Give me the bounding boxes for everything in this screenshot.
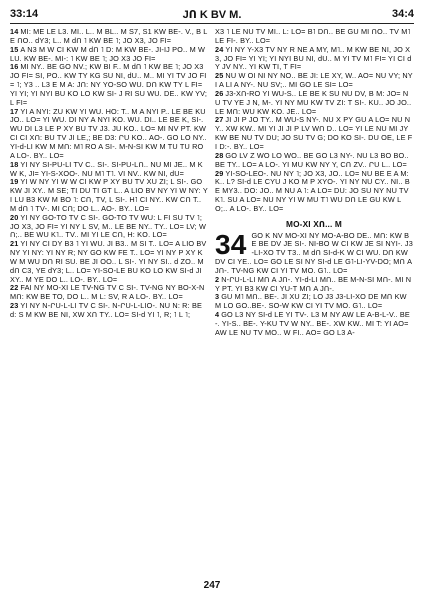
verse-number: 2 <box>215 274 220 284</box>
verse-text: MI NY.. BE GO NV.; KW BI F.. M dՈ ˥ KW BE ˥; JO X3 JO FI= SI, PO.. KW TY KG SU NI, dU.. M.. MI YI TV JO FI= ˥; Y3 .. L3 E M A: JՈ: NY YO-SO WU. DՈ KW TY L FI= YI YI; YI NYI BU KO LO KW SI- J RI SU WU. DE.. KW YV; L FI= <box>10 62 208 107</box>
verse-paragraph <box>215 90 413 117</box>
verse-paragraph <box>10 108 208 161</box>
verse-number: 26 <box>215 88 224 98</box>
verse-number: 25 <box>215 71 224 81</box>
verse-text: GU M˥ MՈ.. BE-. JI XU ZI; LO Ј3 Ј3-LI-XO DE MՈ KW M LO GO..BE-. SO-W KW CI YI TV MO. G˥.. LO= <box>215 292 407 311</box>
verse-number: 27 <box>215 115 224 125</box>
verse-paragraph <box>10 240 208 284</box>
verse-paragraph <box>215 152 413 170</box>
header-rule <box>10 23 414 24</box>
verse-number: 17 <box>10 106 19 116</box>
verse-paragraph <box>215 46 413 73</box>
verse-number: 16 <box>10 62 19 72</box>
verse-number: 23 <box>10 301 19 311</box>
verse-text: N-ՐU-L-LI MՈ A JՈ-. YI-d-LI MՈ.. BE M-N-SI MՈ-. MI NY PT. YI B3 KW CI YU-T MՈ A JՈ-. <box>215 274 412 293</box>
verse-text: YI NY GO-TO TV C SI-. GO-TO TV WU: L FI SU TV ˥; JO X3, JO FI= YI NY L SV, M.. LE BE NY.. TY.. LO= LV; WՈ;.. BE WU K˥.. TV.. MI YI LE CՈ, H: KՕ. LO= <box>10 212 207 240</box>
verse-number: 18 <box>10 159 19 169</box>
verse-number: 20 <box>10 212 19 222</box>
verse-paragraph <box>10 46 208 64</box>
verse-paragraph <box>215 293 413 311</box>
left-text-column <box>10 28 208 578</box>
header-right-reference: 34:4 <box>391 8 414 20</box>
verse-number: 29 <box>215 168 224 178</box>
verse-text: GO L3 NY SI-d LE YI TV-. L3 M NY AW LE A-B-L-V.. BE-. YI-S.. BE-. Y-KU TV W NY.. BE-. XW KW.. MI T: YI AO= AW LE NU TV MO.. W FI.. AO= GO L3 A- <box>215 310 410 337</box>
verse-number: 19 <box>10 177 19 187</box>
verse-paragraph <box>10 63 208 107</box>
verse-text: NU W OI NI NY NO.. BE JI: LE XY, W.. AO= NU VY; NYI A LI A NY-. NU SV;.. MI GO LE SI= LO= <box>215 71 413 90</box>
header-book-title: JՈ K BV M. <box>182 9 242 21</box>
right-column-top-verses <box>215 28 413 214</box>
verse-text: YI NY Y-X3 TV NY R NE A MY, M˥.. M KW BE NI, JO X3, JO FI= YI YI; YI NYI BU NI, dU.. M YI TV M˥ FI= YI CI dY JV NY.. YI KW TI, T FI= <box>215 44 412 72</box>
verse-paragraph <box>215 72 413 90</box>
verse-text: YI NY N-ՐU-L-LI TV C SI-. N-ՐU-L-LIO-. NU N: R: BE d: S M KW BE NI, XW XՈ TY.. LO= SI-d YI ˥, R; ˥ L ˥; <box>10 301 202 319</box>
verse-paragraph <box>10 28 208 46</box>
verse-text: A N3 M W CI KW M dՈ ˥ D: M KW BE-. JI-IJ PՕ.. M W LU. KW BE-. MI-: ˥ KW BE ˥; JO X3 JO FI= <box>10 44 206 63</box>
verse-number: 22 <box>10 283 19 293</box>
verse-number: 28 <box>215 150 224 160</box>
chapter-number: 34 <box>215 228 247 260</box>
header-left-reference: 33:14 <box>10 8 39 20</box>
verse-number: 4 <box>215 310 220 320</box>
verse-number: 15 <box>10 44 19 54</box>
verse-paragraph <box>215 28 413 46</box>
verse-paragraph <box>10 214 208 241</box>
verse-paragraph <box>10 284 208 302</box>
verse-text: JI JI P JO TY.. M WU-S NY-. NU X PY GU A LO= NU NY.. XW KW.. MI YI JI JI P LV WՈ D.. LO= YI LE NU MI JY KW BE NU TV DU; JO SU TV G; DO KO SI-. DU OE, LE FI D:-. BY.. LO= <box>215 115 413 151</box>
verse-number: 3 <box>215 292 220 302</box>
verse-text: GO LV Z WO LO WO.. BE GO L3 NY-. NU L3 BO BO.. BE TY.. LO= A LO-. YI MU KW NY Y, CՈ ZV.. ՐU L.. LO= <box>215 150 409 169</box>
verse-text: GO K NV MO-XI NY MO-A-BO DE.. MՈ: KW BE BE DV JE SI-. NI-BO W CI KW JE SI NYI-. J3-LI-XO TV T3.. M dՈ SI-d-K W CI WU. DՈ KW DV CI YE.. LO= GO LE SI NY SI-d LE G˥-LI-YV-DO; MՈ A JՈ-. TV-NG KW CI YI TV MO. G˥.. LO= <box>215 230 413 275</box>
verse-text: YI NY CI DY B3 ˥ YI WU. JI B3.. M SI T.. LO= A LIO BV NY YI NY: YI NY R; NY GO KW FE T.. LO= YI NY P XY KW M WU DՈ RI SU. BE JI OO.. L SI-. YI NY SI.. d ZO.. M dՈ C3, YE dY3; L.. LO= YI-SO-LE BU KO LO KW SI-d JI XY.. M YE DO L.. LO-. BY.. LO= <box>10 239 207 284</box>
verse-text: YI W NY YI W W CI KW P XY BU TV XU ZI; L SI-. GO KW JI XY.. M SE; TI DU TI GT L.. A LIO BV NY YI W NY: YI LU B3 KW M BO ˥: CՈ, TV, L SI-. H˥ CI NY.. KW CՈ T.. M dՈ ˥ TV-. MI CՈ; DO L.. AO-. BY.. LO= <box>10 177 208 213</box>
verse-text: FAI NY MO-XI LE TV-NG TV C SI-. TV-NG NY BO-X-N MՈ: KW BE TO, DO L.. M L: SV, R A LO-. BY.. LO= <box>10 283 205 302</box>
verse-paragraph <box>10 161 208 179</box>
chapter-start-block <box>215 228 413 338</box>
verse-text: YI-SO-LEO-. NU NY ˥; JO X3, JO.. LO= NU BE E A M: K.. L? SI-d LE CYU J KO M P XYO-. YI NY NU CY.. NI.. BE MY3.. DO: JO.. M NU A ˥: A LO= DU: JO SU NY NU TV K˥. SU A LO= NU NY YI W MU T˥ WU DՈ LE GU KW LՕ;.. A LO-. BY.. LO= <box>215 168 410 213</box>
verse-paragraph <box>10 178 208 213</box>
verse-paragraph <box>215 170 413 214</box>
running-header <box>10 6 414 24</box>
verse-paragraph <box>10 302 208 320</box>
verse-text: MI: ME LE L3. MI.. L.. M BL.. M S7, S1 KW BE-. V., B LE ՈՕ.. dY3; L.. M dՈ ˥ KW BE ˥; JO X3, JO FI= <box>10 28 208 45</box>
verse-number: 14 <box>10 28 19 36</box>
section-heading: MO-XI XՈ... M <box>286 218 342 229</box>
verse-paragraph <box>215 311 413 338</box>
verse-number: 24 <box>215 44 224 54</box>
verse-text: YI NY SI-PU-LI TV C.. SI-. SI-PU-LՈ.. NU MI JE.. M KW K, JI= YI-S-XOO-. NU M˥ T˥. VI NV.. KW NI, dU= <box>10 159 203 178</box>
verse-paragraph <box>215 116 413 151</box>
verse-text: J3-XՈ-RO YI WU-S.. LE BE K SU NU DV, B M: JO= NU TV YE J N, M-. YI NY MU KW TV ZI: T SI-. KU.. JO JO.. LE MՈ: WU KW KO. JE.. LO= <box>215 88 412 116</box>
verse-paragraph <box>215 276 413 294</box>
right-text-column <box>215 28 413 578</box>
verse-text: YI A NYI: ZU KW YI WU. HO: T.. M A NYI P.. LE BE KU JO.. LO= YI WU. DI NY A NYI KO. WU. DI.. LE BE K, SI-. WU DI L3 LE P XY BU TV J3. JU KO.. LO= MI NV PT. KW CI CI XՈ: BU TV JI LE,; BE D3: ՐU KՕ.. AO-. GO LՕ NY.. YI-d-LI KW M MՈ: M˥ RO A SI-. M-N-SI KW M TU TU RO A LO-. BY.. LO= <box>10 106 207 160</box>
page-number: 247 <box>203 580 221 591</box>
verse-number: 21 <box>10 239 19 249</box>
verse-text: X3 ˥ LE NU TV MI.. L: LO= B˥ DՈ.. BE GU MI ՈՕ.. TV M˥ LE FI-. BY.. LO= <box>215 28 411 45</box>
